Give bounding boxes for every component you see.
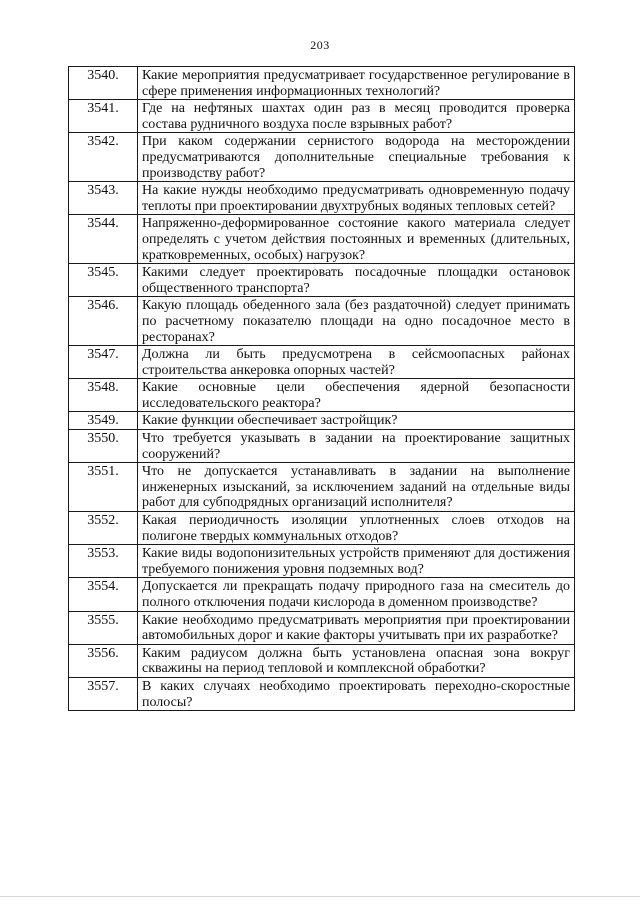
table-row [69, 578, 575, 611]
question-number: 3543. [69, 182, 138, 215]
question-number: 3555. [69, 611, 138, 644]
table-row [69, 182, 575, 215]
question-text: Какими следует проектировать посадочные площадки остановок общественного транспорта? [138, 264, 575, 297]
question-number: 3553. [69, 545, 138, 578]
question-number: 3541. [69, 100, 138, 133]
question-text: Где на нефтяных шахтах один раз в месяц проводится проверка состава рудничного воздуха после взрывных работ? [138, 100, 575, 133]
question-text: Какая периодичность изоляции уплотненных слоев отходов на полигоне твердых коммунальных отходов? [138, 512, 575, 545]
questions-table-body [69, 67, 575, 711]
question-number: 3557. [69, 677, 138, 710]
question-number: 3545. [69, 264, 138, 297]
question-text: Какую площадь обеденного зала (без раздаточной) следует принимать по расчетному показателю площади на одно посадочное место в ресторанах? [138, 297, 575, 346]
question-number: 3551. [69, 463, 138, 512]
table-row [69, 379, 575, 412]
question-text: Должна ли быть предусмотрена в сейсмоопасных районах строительства анкеровка опорных частей? [138, 346, 575, 379]
question-number: 3552. [69, 512, 138, 545]
questions-table [68, 66, 575, 711]
table-row [69, 430, 575, 463]
question-text: Какие основные цели обеспечения ядерной безопасности исследовательского реактора? [138, 379, 575, 412]
table-row [69, 611, 575, 644]
question-number: 3542. [69, 133, 138, 182]
question-text: Что требуется указывать в задании на проектирование защитных сооружений? [138, 430, 575, 463]
question-number: 3554. [69, 578, 138, 611]
question-number: 3550. [69, 430, 138, 463]
question-number: 3556. [69, 644, 138, 677]
table-row [69, 644, 575, 677]
table-row [69, 512, 575, 545]
table-row [69, 133, 575, 182]
table-row [69, 412, 575, 430]
question-number: 3540. [69, 67, 138, 100]
question-number: 3544. [69, 215, 138, 264]
bottom-divider [0, 896, 640, 897]
page-number: 203 [310, 38, 330, 52]
question-text: Какие мероприятия предусматривает государственное регулирование в сфере применения информационных технологий? [138, 67, 575, 100]
question-text: Допускается ли прекращать подачу природного газа на смеситель до полного отключения подачи кислорода в доменном производстве? [138, 578, 575, 611]
table-row [69, 677, 575, 710]
question-number: 3548. [69, 379, 138, 412]
table-row [69, 215, 575, 264]
table-row [69, 67, 575, 100]
question-number: 3547. [69, 346, 138, 379]
table-row [69, 346, 575, 379]
question-text: В каких случаях необходимо проектировать переходно-скоростные полосы? [138, 677, 575, 710]
question-number: 3546. [69, 297, 138, 346]
question-text: Какие виды водопонизительных устройств применяют для достижения требуемого понижения уровня подземных вод? [138, 545, 575, 578]
question-text: На какие нужды необходимо предусматривать одновременную подачу теплоты при проектировании двухтрубных водяных тепловых сетей? [138, 182, 575, 215]
table-row [69, 297, 575, 346]
question-text: Что не допускается устанавливать в задании на выполнение инженерных изысканий, за исключением заданий на отдельные виды работ для субподрядных организаций исполнителя? [138, 463, 575, 512]
question-text: Каким радиусом должна быть установлена опасная зона вокруг скважины на период тепловой и комплексной обработки? [138, 644, 575, 677]
table-row [69, 463, 575, 512]
question-text: Какие функции обеспечивает застройщик? [138, 412, 575, 430]
table-row [69, 545, 575, 578]
question-text: При каком содержании сернистого водорода на месторождении предусматриваются дополнительные специальные требования к производству работ? [138, 133, 575, 182]
question-number: 3549. [69, 412, 138, 430]
question-text: Напряженно-деформированное состояние какого материала следует определять с учетом действия постоянных и временных (длительных, кратковременных, особых) нагрузок? [138, 215, 575, 264]
table-row [69, 100, 575, 133]
question-text: Какие необходимо предусматривать мероприятия при проектировании автомобильных дорог и какие факторы учитывать при их разработке? [138, 611, 575, 644]
table-row [69, 264, 575, 297]
